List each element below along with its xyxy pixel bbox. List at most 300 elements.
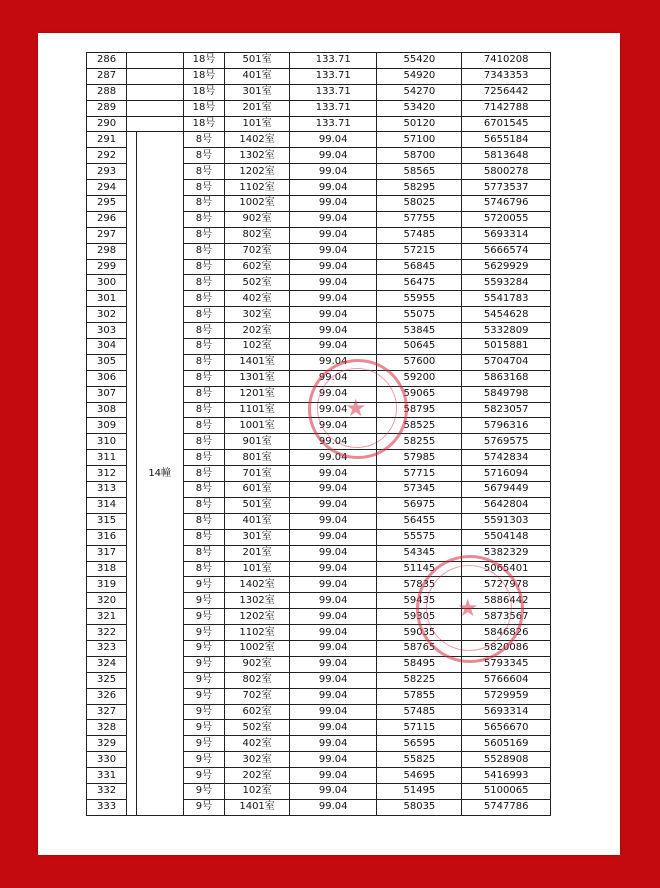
unit-cell: 8号	[183, 418, 224, 434]
total-price-cell: 5015881	[462, 339, 551, 355]
unit-price-cell: 50645	[377, 339, 462, 355]
unit-price-cell: 58765	[377, 640, 462, 656]
unit-price-cell: 53420	[377, 100, 462, 116]
room-cell: 1401室	[225, 354, 290, 370]
total-price-cell: 5656670	[462, 720, 551, 736]
table-row	[87, 53, 551, 69]
total-price-cell: 5605169	[462, 736, 551, 752]
spacer-cell	[127, 84, 184, 100]
area-cell: 133.71	[290, 100, 377, 116]
total-price-cell: 5642804	[462, 497, 551, 513]
unit-price-cell: 58225	[377, 672, 462, 688]
unit-price-cell: 59065	[377, 386, 462, 402]
room-cell: 801室	[225, 450, 290, 466]
row-number-cell: 291	[87, 132, 127, 148]
unit-price-cell: 56455	[377, 513, 462, 529]
total-price-cell: 5655184	[462, 132, 551, 148]
room-cell: 501室	[225, 497, 290, 513]
unit-cell: 9号	[183, 768, 224, 784]
unit-price-cell: 54920	[377, 68, 462, 84]
unit-cell: 8号	[183, 132, 224, 148]
area-cell: 99.04	[290, 466, 377, 482]
unit-cell: 8号	[183, 561, 224, 577]
row-number-cell: 329	[87, 736, 127, 752]
unit-price-cell: 55575	[377, 529, 462, 545]
total-price-cell: 5742834	[462, 450, 551, 466]
unit-cell: 8号	[183, 497, 224, 513]
room-cell: 802室	[225, 227, 290, 243]
unit-price-cell: 55955	[377, 291, 462, 307]
row-number-cell: 301	[87, 291, 127, 307]
spacer-cell	[127, 53, 184, 69]
unit-cell: 8号	[183, 466, 224, 482]
row-number-cell: 312	[87, 466, 127, 482]
total-price-cell: 5766604	[462, 672, 551, 688]
total-price-cell: 5886442	[462, 593, 551, 609]
unit-cell: 9号	[183, 609, 224, 625]
row-number-cell: 328	[87, 720, 127, 736]
area-cell: 99.04	[290, 227, 377, 243]
area-cell: 99.04	[290, 164, 377, 180]
row-number-cell: 316	[87, 529, 127, 545]
room-cell: 1102室	[225, 625, 290, 641]
area-cell: 99.04	[290, 672, 377, 688]
unit-price-cell: 58795	[377, 402, 462, 418]
total-price-cell: 5693314	[462, 704, 551, 720]
row-number-cell: 318	[87, 561, 127, 577]
price-table-body	[87, 53, 551, 816]
row-number-cell: 297	[87, 227, 127, 243]
area-cell: 99.04	[290, 196, 377, 212]
total-price-cell: 5720055	[462, 211, 551, 227]
total-price-cell: 5416993	[462, 768, 551, 784]
unit-cell: 8号	[183, 243, 224, 259]
area-cell: 99.04	[290, 450, 377, 466]
room-cell: 301室	[225, 529, 290, 545]
unit-cell: 9号	[183, 640, 224, 656]
area-cell: 99.04	[290, 307, 377, 323]
total-price-cell: 5629929	[462, 259, 551, 275]
room-cell: 1402室	[225, 577, 290, 593]
unit-cell: 8号	[183, 307, 224, 323]
row-number-cell: 298	[87, 243, 127, 259]
unit-cell: 8号	[183, 275, 224, 291]
room-cell: 502室	[225, 275, 290, 291]
unit-cell: 18号	[183, 53, 224, 69]
unit-price-cell: 57345	[377, 482, 462, 498]
unit-price-cell: 58035	[377, 799, 462, 815]
unit-price-cell: 58565	[377, 164, 462, 180]
total-price-cell: 5746796	[462, 196, 551, 212]
unit-price-cell: 56975	[377, 497, 462, 513]
row-number-cell: 287	[87, 68, 127, 84]
area-cell: 99.04	[290, 482, 377, 498]
row-number-cell: 295	[87, 196, 127, 212]
unit-price-cell: 57835	[377, 577, 462, 593]
area-cell: 99.04	[290, 291, 377, 307]
room-cell: 1401室	[225, 799, 290, 815]
unit-price-cell: 53845	[377, 323, 462, 339]
room-cell: 601室	[225, 482, 290, 498]
unit-cell: 8号	[183, 386, 224, 402]
unit-price-cell: 58025	[377, 196, 462, 212]
unit-cell: 9号	[183, 736, 224, 752]
spacer-cell	[127, 100, 184, 116]
total-price-cell: 5454628	[462, 307, 551, 323]
total-price-cell: 5873567	[462, 609, 551, 625]
spacer-cell	[127, 68, 184, 84]
total-price-cell: 5591303	[462, 513, 551, 529]
room-cell: 301室	[225, 84, 290, 100]
area-cell: 133.71	[290, 53, 377, 69]
unit-cell: 8号	[183, 370, 224, 386]
room-cell: 101室	[225, 561, 290, 577]
room-cell: 701室	[225, 466, 290, 482]
unit-price-cell: 57485	[377, 227, 462, 243]
spacer-cell	[127, 132, 136, 815]
area-cell: 99.04	[290, 275, 377, 291]
unit-cell: 8号	[183, 164, 224, 180]
area-cell: 99.04	[290, 625, 377, 641]
total-price-cell: 7410208	[462, 53, 551, 69]
area-cell: 99.04	[290, 513, 377, 529]
room-cell: 602室	[225, 259, 290, 275]
unit-cell: 8号	[183, 450, 224, 466]
total-price-cell: 5065401	[462, 561, 551, 577]
area-cell: 99.04	[290, 640, 377, 656]
area-cell: 133.71	[290, 68, 377, 84]
unit-cell: 9号	[183, 593, 224, 609]
area-cell: 99.04	[290, 609, 377, 625]
area-cell: 133.71	[290, 84, 377, 100]
row-number-cell: 311	[87, 450, 127, 466]
row-number-cell: 307	[87, 386, 127, 402]
area-cell: 99.04	[290, 323, 377, 339]
row-number-cell: 314	[87, 497, 127, 513]
unit-cell: 8号	[183, 323, 224, 339]
total-price-cell: 5813648	[462, 148, 551, 164]
row-number-cell: 317	[87, 545, 127, 561]
row-number-cell: 330	[87, 752, 127, 768]
area-cell: 99.04	[290, 434, 377, 450]
table-row	[87, 68, 551, 84]
total-price-cell: 5679449	[462, 482, 551, 498]
room-cell: 802室	[225, 672, 290, 688]
building-cell: 14幢	[136, 132, 183, 815]
unit-cell: 9号	[183, 577, 224, 593]
row-number-cell: 310	[87, 434, 127, 450]
room-cell: 1302室	[225, 148, 290, 164]
row-number-cell: 302	[87, 307, 127, 323]
room-cell: 1202室	[225, 164, 290, 180]
total-price-cell: 5796316	[462, 418, 551, 434]
unit-price-cell: 59035	[377, 625, 462, 641]
room-cell: 401室	[225, 68, 290, 84]
area-cell: 99.04	[290, 799, 377, 815]
area-cell: 99.04	[290, 418, 377, 434]
total-price-cell: 5541783	[462, 291, 551, 307]
unit-price-cell: 59305	[377, 609, 462, 625]
total-price-cell: 5504148	[462, 529, 551, 545]
unit-price-cell: 58255	[377, 434, 462, 450]
area-cell: 99.04	[290, 497, 377, 513]
unit-price-cell: 57600	[377, 354, 462, 370]
unit-cell: 8号	[183, 259, 224, 275]
total-price-cell: 5593284	[462, 275, 551, 291]
area-cell: 99.04	[290, 593, 377, 609]
total-price-cell: 5716094	[462, 466, 551, 482]
row-number-cell: 333	[87, 799, 127, 815]
area-cell: 99.04	[290, 148, 377, 164]
area-cell: 99.04	[290, 688, 377, 704]
row-number-cell: 290	[87, 116, 127, 132]
row-number-cell: 299	[87, 259, 127, 275]
unit-cell: 9号	[183, 688, 224, 704]
unit-cell: 9号	[183, 783, 224, 799]
room-cell: 1002室	[225, 640, 290, 656]
area-cell: 99.04	[290, 545, 377, 561]
area-cell: 99.04	[290, 529, 377, 545]
room-cell: 1301室	[225, 370, 290, 386]
unit-price-cell: 58295	[377, 180, 462, 196]
unit-price-cell: 59435	[377, 593, 462, 609]
table-row	[87, 116, 551, 132]
total-price-cell: 5747786	[462, 799, 551, 815]
area-cell: 99.04	[290, 720, 377, 736]
room-cell: 102室	[225, 339, 290, 355]
room-cell: 202室	[225, 323, 290, 339]
row-number-cell: 296	[87, 211, 127, 227]
total-price-cell: 5773537	[462, 180, 551, 196]
unit-cell: 9号	[183, 672, 224, 688]
unit-cell: 8号	[183, 180, 224, 196]
row-number-cell: 309	[87, 418, 127, 434]
row-number-cell: 319	[87, 577, 127, 593]
area-cell: 99.04	[290, 704, 377, 720]
room-cell: 1102室	[225, 180, 290, 196]
unit-cell: 8号	[183, 339, 224, 355]
row-number-cell: 286	[87, 53, 127, 69]
unit-cell: 9号	[183, 625, 224, 641]
row-number-cell: 327	[87, 704, 127, 720]
total-price-cell: 5666574	[462, 243, 551, 259]
unit-cell: 8号	[183, 402, 224, 418]
row-number-cell: 320	[87, 593, 127, 609]
row-number-cell: 305	[87, 354, 127, 370]
unit-price-cell: 57115	[377, 720, 462, 736]
unit-price-cell: 55420	[377, 53, 462, 69]
unit-price-cell: 58525	[377, 418, 462, 434]
unit-price-cell: 57855	[377, 688, 462, 704]
total-price-cell: 5846826	[462, 625, 551, 641]
room-cell: 101室	[225, 116, 290, 132]
area-cell: 99.04	[290, 180, 377, 196]
area-cell: 99.04	[290, 259, 377, 275]
unit-price-cell: 54270	[377, 84, 462, 100]
unit-cell: 8号	[183, 196, 224, 212]
unit-price-cell: 57985	[377, 450, 462, 466]
unit-price-cell: 57100	[377, 132, 462, 148]
unit-cell: 8号	[183, 291, 224, 307]
price-table	[86, 52, 551, 816]
total-price-cell: 5727978	[462, 577, 551, 593]
total-price-cell: 5793345	[462, 656, 551, 672]
area-cell: 99.04	[290, 339, 377, 355]
total-price-cell: 5849798	[462, 386, 551, 402]
unit-price-cell: 51145	[377, 561, 462, 577]
red-seal-stamp: ★	[308, 359, 408, 459]
row-number-cell: 323	[87, 640, 127, 656]
room-cell: 302室	[225, 307, 290, 323]
area-cell: 99.04	[290, 211, 377, 227]
row-number-cell: 294	[87, 180, 127, 196]
room-cell: 302室	[225, 752, 290, 768]
unit-price-cell: 57215	[377, 243, 462, 259]
unit-price-cell: 57755	[377, 211, 462, 227]
unit-cell: 9号	[183, 799, 224, 815]
area-cell: 99.04	[290, 132, 377, 148]
row-number-cell: 322	[87, 625, 127, 641]
unit-cell: 9号	[183, 704, 224, 720]
area-cell: 99.04	[290, 370, 377, 386]
unit-cell: 18号	[183, 100, 224, 116]
area-cell: 99.04	[290, 243, 377, 259]
unit-price-cell: 58700	[377, 148, 462, 164]
row-number-cell: 331	[87, 768, 127, 784]
unit-price-cell: 54345	[377, 545, 462, 561]
unit-price-cell: 51495	[377, 783, 462, 799]
unit-cell: 8号	[183, 211, 224, 227]
room-cell: 1001室	[225, 418, 290, 434]
unit-cell: 8号	[183, 148, 224, 164]
room-cell: 401室	[225, 513, 290, 529]
row-number-cell: 308	[87, 402, 127, 418]
total-price-cell: 7256442	[462, 84, 551, 100]
total-price-cell: 5823057	[462, 402, 551, 418]
area-cell: 99.04	[290, 402, 377, 418]
area-cell: 99.04	[290, 386, 377, 402]
total-price-cell: 5820086	[462, 640, 551, 656]
room-cell: 502室	[225, 720, 290, 736]
room-cell: 702室	[225, 688, 290, 704]
row-number-cell: 306	[87, 370, 127, 386]
unit-price-cell: 58495	[377, 656, 462, 672]
unit-cell: 18号	[183, 116, 224, 132]
total-price-cell: 5100065	[462, 783, 551, 799]
document-page	[38, 33, 620, 855]
unit-cell: 8号	[183, 529, 224, 545]
room-cell: 602室	[225, 704, 290, 720]
table-row	[87, 100, 551, 116]
unit-price-cell: 56845	[377, 259, 462, 275]
total-price-cell: 5769575	[462, 434, 551, 450]
unit-price-cell: 56475	[377, 275, 462, 291]
total-price-cell: 5704704	[462, 354, 551, 370]
table-row	[87, 132, 551, 148]
unit-cell: 9号	[183, 752, 224, 768]
room-cell: 201室	[225, 545, 290, 561]
area-cell: 99.04	[290, 768, 377, 784]
total-price-cell: 5693314	[462, 227, 551, 243]
unit-cell: 8号	[183, 434, 224, 450]
unit-price-cell: 59200	[377, 370, 462, 386]
unit-price-cell: 57485	[377, 704, 462, 720]
room-cell: 1202室	[225, 609, 290, 625]
row-number-cell: 304	[87, 339, 127, 355]
area-cell: 99.04	[290, 736, 377, 752]
unit-cell: 18号	[183, 68, 224, 84]
room-cell: 901室	[225, 434, 290, 450]
room-cell: 102室	[225, 783, 290, 799]
total-price-cell: 5332809	[462, 323, 551, 339]
total-price-cell: 5863168	[462, 370, 551, 386]
room-cell: 1402室	[225, 132, 290, 148]
unit-cell: 9号	[183, 656, 224, 672]
total-price-cell: 5800278	[462, 164, 551, 180]
area-cell: 99.04	[290, 783, 377, 799]
unit-cell: 8号	[183, 513, 224, 529]
area-cell: 133.71	[290, 116, 377, 132]
unit-cell: 8号	[183, 354, 224, 370]
row-number-cell: 325	[87, 672, 127, 688]
row-number-cell: 303	[87, 323, 127, 339]
row-number-cell: 315	[87, 513, 127, 529]
row-number-cell: 293	[87, 164, 127, 180]
area-cell: 99.04	[290, 354, 377, 370]
area-cell: 99.04	[290, 656, 377, 672]
unit-price-cell: 55825	[377, 752, 462, 768]
area-cell: 99.04	[290, 561, 377, 577]
row-number-cell: 289	[87, 100, 127, 116]
total-price-cell: 5528908	[462, 752, 551, 768]
room-cell: 1302室	[225, 593, 290, 609]
room-cell: 501室	[225, 53, 290, 69]
row-number-cell: 313	[87, 482, 127, 498]
table-row	[87, 84, 551, 100]
area-cell: 99.04	[290, 577, 377, 593]
spacer-cell	[127, 116, 184, 132]
total-price-cell: 7343353	[462, 68, 551, 84]
total-price-cell: 5729959	[462, 688, 551, 704]
room-cell: 902室	[225, 211, 290, 227]
room-cell: 201室	[225, 100, 290, 116]
total-price-cell: 7142788	[462, 100, 551, 116]
unit-cell: 9号	[183, 720, 224, 736]
row-number-cell: 300	[87, 275, 127, 291]
red-seal-stamp: ★	[416, 555, 524, 663]
row-number-cell: 332	[87, 783, 127, 799]
unit-cell: 18号	[183, 84, 224, 100]
unit-cell: 8号	[183, 482, 224, 498]
room-cell: 202室	[225, 768, 290, 784]
row-number-cell: 321	[87, 609, 127, 625]
room-cell: 1101室	[225, 402, 290, 418]
row-number-cell: 326	[87, 688, 127, 704]
unit-price-cell: 57715	[377, 466, 462, 482]
row-number-cell: 324	[87, 656, 127, 672]
room-cell: 1201室	[225, 386, 290, 402]
room-cell: 1002室	[225, 196, 290, 212]
row-number-cell: 288	[87, 84, 127, 100]
unit-price-cell: 55075	[377, 307, 462, 323]
room-cell: 402室	[225, 291, 290, 307]
total-price-cell: 5382329	[462, 545, 551, 561]
total-price-cell: 6701545	[462, 116, 551, 132]
room-cell: 902室	[225, 656, 290, 672]
room-cell: 702室	[225, 243, 290, 259]
unit-cell: 8号	[183, 545, 224, 561]
area-cell: 99.04	[290, 752, 377, 768]
